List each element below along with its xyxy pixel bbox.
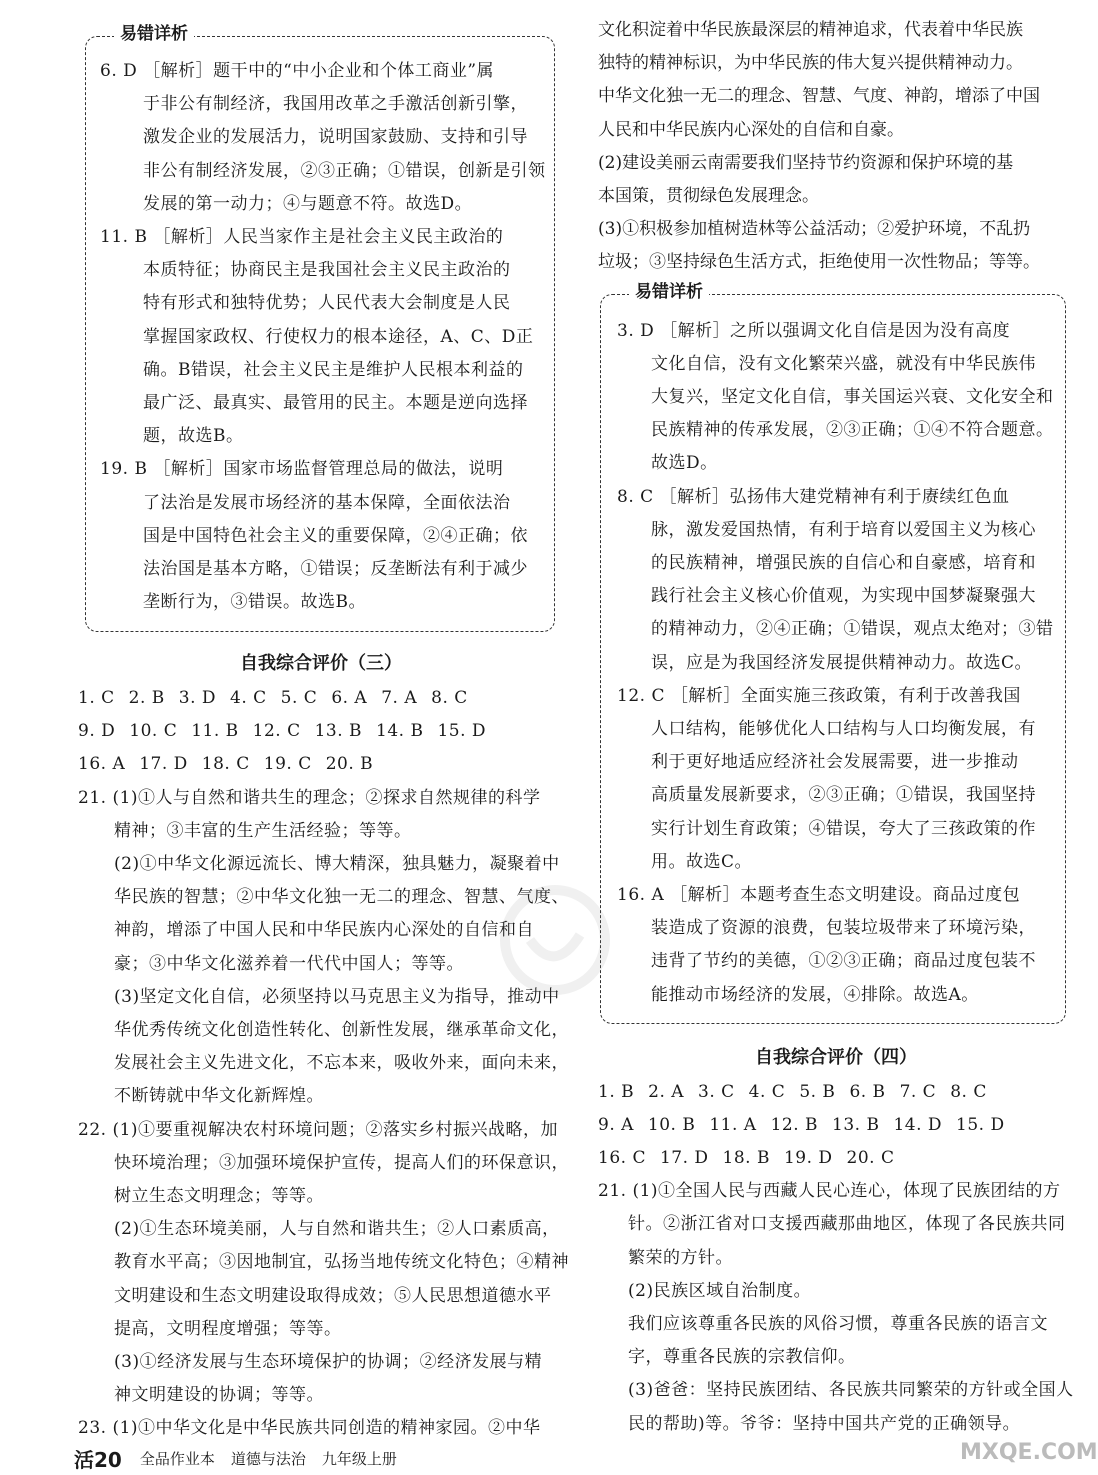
item-line: 误，应是为我国经济发展提供精神动力。故选C。 bbox=[651, 652, 1033, 673]
item-line: 了法治是发展市场经济的基本保障，全面依法治 bbox=[143, 492, 511, 513]
item-line: 特有形式和独特优势；人民代表大会制度是人民 bbox=[143, 293, 511, 314]
answer-item: 7. C bbox=[899, 1081, 937, 1102]
answer-item: 7. A bbox=[381, 688, 418, 708]
analysis-item bbox=[100, 453, 542, 619]
answer-item: 4. C bbox=[230, 688, 267, 708]
item-line: 不断铸就中华文化新辉煌。 bbox=[114, 1086, 324, 1107]
right-column bbox=[598, 0, 1074, 1441]
answer-item: 3. C bbox=[698, 1081, 735, 1102]
item-line: 掌握国家政权、行使权力的根本途径，A、C、D正 bbox=[143, 326, 534, 347]
item-line: 提高，文明程度增强；等等。 bbox=[114, 1318, 342, 1339]
item-line: 民族精神的传承发展，②③正确；①④不符合题意。 bbox=[651, 420, 1054, 441]
item-line: 豪；③中华文化滋养着一代代中国人；等等。 bbox=[114, 953, 464, 974]
analysis-item bbox=[100, 55, 546, 221]
answer-item: 16. C bbox=[598, 1148, 646, 1169]
question-answers bbox=[598, 1175, 1074, 1441]
item-line: 激发企业的发展活力，说明国家鼓励、支持和引导 bbox=[143, 127, 528, 148]
text-line: 垃圾；③坚持绿色生活方式，拒绝使用一次性物品；等等。 bbox=[598, 252, 1040, 273]
continued-answers bbox=[598, 14, 1074, 280]
watermark-text: MXQE.COM bbox=[960, 1440, 1098, 1465]
answer-row bbox=[78, 682, 564, 715]
item-line: 23. (1)①中华文化是中华民族共同创造的精神家园。②中华 bbox=[78, 1418, 541, 1439]
subject-label: 道德与法治 bbox=[230, 1449, 306, 1468]
answer-item: 8. C bbox=[950, 1081, 987, 1102]
analysis-item bbox=[617, 879, 1059, 1012]
answer-item: 6. A bbox=[331, 688, 368, 708]
item-line: 民的帮助)等。爷爷：坚持中国共产党的正确领导。 bbox=[628, 1413, 1021, 1434]
answer-item: 6. B bbox=[849, 1081, 886, 1102]
answer-item: 14. D bbox=[893, 1114, 943, 1135]
page-footer bbox=[74, 1443, 413, 1473]
item-line: 本质特征；协商民主是我国社会主义民主政治的 bbox=[143, 260, 511, 281]
item-line: 确。B错误，社会主义民主是维护人民根本利益的 bbox=[143, 359, 524, 380]
item-line: 装造成了资源的浪费，包装垃圾带来了环境污染， bbox=[651, 918, 1036, 939]
item-line: 3. D ［解析］之所以强调文化自信是因为没有高度 bbox=[617, 320, 1011, 341]
answer-item: 19. D bbox=[783, 1148, 833, 1169]
answer-item: 9. A bbox=[598, 1114, 634, 1135]
item-line: 非公有制经济发展，②③正确；①错误，创新是引领 bbox=[143, 160, 546, 181]
answer-item: 3. D bbox=[178, 688, 217, 708]
answer-item: 19. C bbox=[263, 754, 312, 775]
item-line: 22. (1)①要重视解决农村环境问题；②落实乡村振兴战略，加 bbox=[78, 1119, 559, 1140]
item-line: 神文明建设的协调；等等。 bbox=[114, 1385, 324, 1406]
answer-item: 5. B bbox=[799, 1081, 836, 1102]
item-line: 树立生态文明理念；等等。 bbox=[114, 1186, 324, 1207]
answer-item: 8. C bbox=[431, 688, 468, 708]
item-line: 文化自信，没有文化繁荣兴盛，就没有中华民族伟 bbox=[651, 353, 1036, 374]
answer-item: 1. C bbox=[78, 688, 115, 708]
left-column bbox=[78, 0, 569, 1446]
item-line: (3)①经济发展与生态环境保护的协调；②经济发展与精 bbox=[114, 1352, 543, 1373]
item-line: 最广泛、最真实、最管用的民主。本题是逆向选择 bbox=[143, 393, 528, 414]
page-number: 活20 bbox=[74, 1447, 122, 1472]
answer-item: 10. B bbox=[647, 1114, 696, 1135]
analysis-item bbox=[598, 1175, 1074, 1441]
text-line: (3)①积极参加植树造林等公益活动；②爱护环境，不乱扔 bbox=[598, 219, 1031, 240]
error-analysis-box-right bbox=[600, 281, 1066, 1024]
text-line: 本国策，贯彻绿色发展理念。 bbox=[598, 186, 819, 207]
answer-item: 17. D bbox=[139, 754, 188, 775]
error-analysis-box-left bbox=[85, 24, 555, 632]
answer-row bbox=[598, 1076, 1074, 1109]
answer-item: 12. C bbox=[252, 721, 301, 742]
section-title-4: 自我综合评价（四） bbox=[755, 1046, 917, 1068]
item-line: 能推动市场经济的发展，④排除。故选A。 bbox=[651, 984, 979, 1005]
item-line: 6. D ［解析］题干中的“中小企业和个体工商业”属 bbox=[100, 61, 495, 81]
item-line: 大复兴，坚定文化自信，事关国运兴衰、文化安全和 bbox=[651, 387, 1054, 408]
item-line: 利于更好地适应经济社会发展需要，进一步推动 bbox=[651, 752, 1019, 773]
item-line: 教育水平高；③因地制宜，弘扬当地传统文化特色；④精神 bbox=[114, 1252, 569, 1273]
answer-item: 15. D bbox=[437, 721, 487, 742]
item-line: 快环境治理；③加强环境保护宣传，提高人们的环保意识， bbox=[114, 1152, 569, 1173]
answer-key bbox=[598, 1076, 1074, 1176]
answer-item: 5. C bbox=[280, 688, 318, 708]
answer-item: 12. B bbox=[770, 1114, 818, 1135]
item-line: 违背了节约的美德，①②③正确；商品过度包装不 bbox=[651, 951, 1036, 972]
answer-item: 18. C bbox=[201, 754, 250, 775]
item-line: (3)爸爸：坚持民族团结、各民族共同繁荣的方针或全国人 bbox=[628, 1380, 1074, 1401]
box-items bbox=[617, 315, 1059, 1012]
item-line: 21. (1)①人与自然和谐共生的理念；②探求自然规律的科学 bbox=[78, 787, 541, 808]
answer-item: 11. A bbox=[709, 1114, 757, 1135]
answer-item: 16. A bbox=[78, 754, 126, 775]
text-line: (2)建设美丽云南需要我们坚持节约资源和保护环境的基 bbox=[598, 152, 1014, 173]
item-line: 精神；③丰富的生产生活经验；等等。 bbox=[114, 820, 412, 841]
item-line: 故选D。 bbox=[651, 453, 718, 474]
analysis-item bbox=[78, 1412, 564, 1445]
book-title: 全品作业本 bbox=[139, 1449, 215, 1468]
answer-row bbox=[598, 1109, 1074, 1142]
item-line: 国是中国特色社会主义的重要保障，②④正确；依 bbox=[143, 525, 528, 546]
item-line: 人口结构，能够优化人口结构与人口均衡发展，有 bbox=[651, 719, 1036, 740]
analysis-item bbox=[78, 1114, 569, 1413]
answer-item: 9. D bbox=[78, 721, 116, 742]
answer-row bbox=[598, 1142, 1074, 1175]
item-line: 垄断行为，③错误。故选B。 bbox=[143, 592, 366, 613]
item-line: 21. (1)①全国人民与西藏人民心连心，体现了民族团结的方 bbox=[598, 1181, 1061, 1202]
item-line: 的精神动力，②④正确；①错误，观点太绝对；③错 bbox=[651, 619, 1054, 640]
answer-item: 20. C bbox=[846, 1148, 895, 1169]
answer-item: 4. C bbox=[748, 1081, 786, 1102]
item-line: 发展社会主义先进文化，不忘本来，吸收外来，面向未来， bbox=[114, 1053, 569, 1074]
item-line: 12. C ［解析］全面实施三孩政策，有利于改善我国 bbox=[617, 685, 1021, 706]
grade-label: 九年级上册 bbox=[321, 1449, 397, 1468]
item-line: 11. B ［解析］人民当家作主是社会主义民主政治的 bbox=[100, 227, 504, 248]
item-line: 针。②浙江省对口支援西藏那曲地区，体现了各民族共同 bbox=[628, 1214, 1066, 1235]
item-line: 发展的第一动力；④与题意不符。故选D。 bbox=[143, 193, 473, 214]
answer-item: 15. D bbox=[956, 1114, 1005, 1135]
answer-item: 10. C bbox=[129, 721, 178, 742]
item-line: 8. C ［解析］弘扬伟大建党精神有利于赓续红色血 bbox=[617, 486, 1010, 507]
answer-item: 13. B bbox=[832, 1114, 880, 1135]
item-line: (2)①生态环境美丽，人与自然和谐共生；②人口素质高， bbox=[114, 1219, 560, 1240]
section-title-3: 自我综合评价（三） bbox=[240, 653, 402, 674]
item-line: 神韵，增添了中国人民和中华民族内心深处的自信和自 bbox=[114, 920, 534, 941]
item-line: 文明建设和生态文明建设取得成效；⑤人民思想道德水平 bbox=[114, 1285, 552, 1306]
item-line: (2)①中华文化源远流长、博大精深，独具魅力，凝聚着中 bbox=[114, 854, 560, 875]
item-line: 题，故选B。 bbox=[143, 426, 244, 447]
analysis-item bbox=[617, 680, 1059, 879]
item-line: 于非公有制经济，我国用改革之手激活创新引擎， bbox=[143, 94, 528, 115]
text-line: 中华文化独一无二的理念、智慧、气度、神韵，增添了中国 bbox=[598, 86, 1040, 107]
answer-item: 13. B bbox=[314, 721, 363, 742]
box-title: 易错详析 bbox=[114, 23, 194, 45]
answer-item: 14. B bbox=[376, 721, 424, 742]
box-title: 易错详析 bbox=[629, 281, 709, 303]
item-line: (3)坚定文化自信，必须坚持以马克思主义为指导，推动中 bbox=[114, 986, 560, 1007]
item-line: 的民族精神，增强民族的自信心和自豪感，培育和 bbox=[651, 553, 1036, 574]
analysis-item bbox=[617, 315, 1059, 481]
item-line: 用。故选C。 bbox=[651, 851, 753, 872]
item-line: 实行计划生育政策；④错误，夸大了三孩政策的作 bbox=[651, 818, 1036, 839]
item-line: 华民族的智慧；②中华文化独一无二的理念、智慧、气度、 bbox=[114, 887, 569, 908]
item-line: 16. A ［解析］本题考查生态文明建设。商品过度包 bbox=[617, 885, 1021, 906]
item-line: 华优秀传统文化创造性转化、创新性发展，继承革命文化， bbox=[114, 1020, 569, 1041]
answer-item: 11. B bbox=[191, 721, 239, 742]
item-line: 高质量发展新要求，②③正确；①错误，我国坚持 bbox=[651, 785, 1036, 806]
item-line: (2)民族区域自治制度。 bbox=[628, 1280, 812, 1301]
item-line: 脉，激发爱国热情，有利于培育以爱国主义为核心 bbox=[651, 519, 1036, 540]
answer-item: 2. B bbox=[128, 688, 165, 708]
item-line: 践行社会主义核心价值观，为实现中国梦凝聚强大 bbox=[651, 586, 1036, 607]
answer-item: 18. B bbox=[722, 1148, 770, 1169]
answer-row bbox=[78, 715, 564, 748]
text-line: 独特的精神标识，为中华民族的伟大复兴提供精神动力。 bbox=[598, 53, 1023, 74]
item-line: 19. B ［解析］国家市场监督管理总局的做法，说明 bbox=[100, 459, 504, 480]
item-line: 繁荣的方针。 bbox=[628, 1247, 733, 1268]
item-line: 法治国是基本方略，①错误；反垄断法有利于减少 bbox=[143, 559, 528, 580]
box-items bbox=[100, 55, 546, 619]
item-line: 我们应该尊重各民族的风俗习惯，尊重各民族的语言文 bbox=[628, 1314, 1048, 1335]
watermark-logo-icon bbox=[490, 880, 620, 1030]
answer-item: 17. D bbox=[659, 1148, 709, 1169]
answer-item: 1. B bbox=[598, 1081, 635, 1102]
text-line: 人民和中华民族内心深处的自信和自豪。 bbox=[598, 119, 904, 140]
text-line: 文化积淀着中华民族最深层的精神追求，代表着中华民族 bbox=[598, 20, 1023, 40]
analysis-item bbox=[617, 481, 1059, 680]
answer-key bbox=[78, 682, 564, 782]
item-line: 字，尊重各民族的宗教信仰。 bbox=[628, 1347, 856, 1368]
answer-item: 20. B bbox=[325, 754, 374, 775]
answer-row bbox=[78, 748, 564, 781]
answer-item: 2. A bbox=[648, 1081, 685, 1102]
analysis-item bbox=[100, 221, 542, 453]
